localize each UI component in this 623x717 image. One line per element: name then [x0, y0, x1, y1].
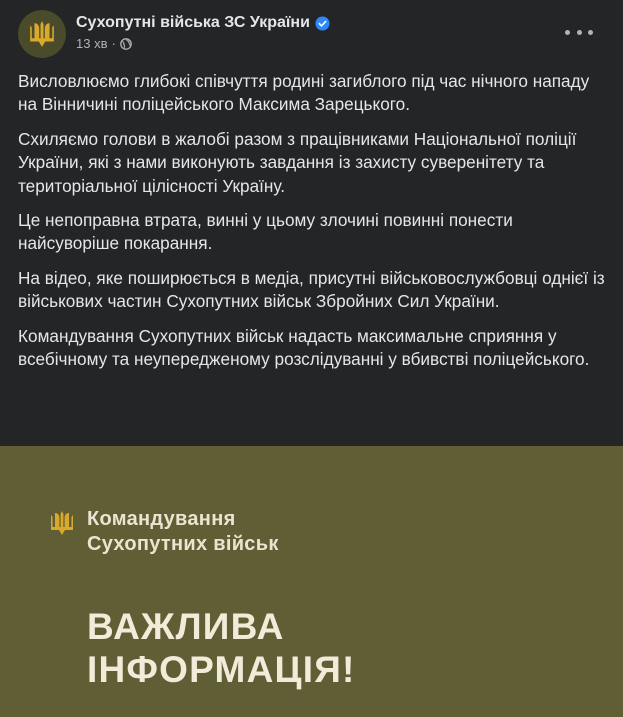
more-options-icon[interactable] [565, 22, 593, 42]
banner-org-line: Сухопутних військ [87, 533, 279, 555]
separator-dot: · [111, 36, 116, 51]
banner-org-line: Командування [87, 508, 236, 530]
banner-org-name [87, 507, 279, 557]
trident-icon [29, 20, 55, 48]
post-body [18, 70, 613, 382]
dot-icon [588, 30, 593, 35]
author-row [76, 14, 330, 32]
post-timestamp-link[interactable]: 13 хв [76, 36, 108, 51]
post-subline [76, 36, 330, 51]
post-paragraph: Командування Сухопутних військ надасть максимальне сприяння у всебічному та неупередженому розслідуванні у вбивстві поліцейського. [18, 325, 590, 370]
trident-icon [50, 510, 74, 536]
post-paragraph: Схиляємо голови в жалобі разом з працівниками Національної поліції України, які з нами виконують завдання із захисту суверенітету та територіальної цілісності Україну. [18, 128, 577, 196]
globe-icon[interactable] [120, 38, 132, 50]
post-paragraph: Це непоправна втрата, винні у цьому злочині повинні понести найсуворіше покарання. [18, 210, 513, 254]
post-paragraph: Висловлюємо глибокі співчуття родині загиблого під час нічного нападу на Вінничині поліцейського Максима Зарецького. [18, 71, 590, 115]
avatar[interactable] [18, 10, 66, 58]
banner-headline-line: ВАЖЛИВА [87, 606, 285, 647]
post-header [18, 10, 607, 60]
verified-badge-icon [315, 16, 330, 31]
dot-icon [577, 30, 582, 35]
banner-headline [87, 605, 356, 691]
post-paragraph: На відео, яке поширюється в медіа, присутні військовослужбовці однієї із військових частин Сухопутних військ Збройних Сил України. [18, 267, 605, 312]
banner-headline-line: ІНФОРМАЦІЯ! [87, 649, 356, 690]
author-name-link[interactable]: Сухопутні війська ЗС України [76, 14, 310, 31]
post-meta [76, 10, 330, 51]
dot-icon [565, 30, 570, 35]
